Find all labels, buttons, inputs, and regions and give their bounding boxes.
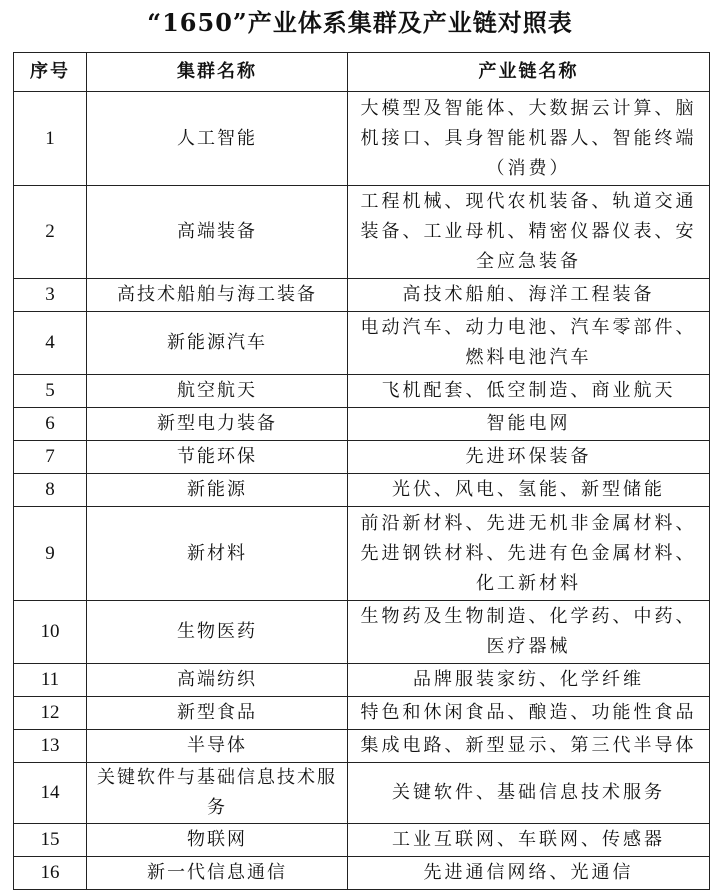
table-row <box>14 664 710 697</box>
table-row <box>14 763 710 824</box>
chain-name-cell: 飞机配套、低空制造、商业航天 <box>348 375 710 408</box>
chain-name-cell: 先进环保装备 <box>348 441 710 474</box>
row-number: 5 <box>14 375 87 408</box>
chain-name-cell: 光伏、风电、氢能、新型储能 <box>348 474 710 507</box>
table-body <box>14 92 710 890</box>
cluster-name-cell: 人工智能 <box>87 92 348 186</box>
header-chain-name: 产业链名称 <box>348 53 710 92</box>
chain-name-cell: 先进通信网络、光通信 <box>348 857 710 890</box>
table-row <box>14 408 710 441</box>
table-row <box>14 697 710 730</box>
chain-name-cell: 大模型及智能体、大数据云计算、脑机接口、具身智能机器人、智能终端（消费） <box>348 92 710 186</box>
row-number: 14 <box>14 763 87 824</box>
chain-name-cell: 工业互联网、车联网、传感器 <box>348 824 710 857</box>
row-number: 15 <box>14 824 87 857</box>
table-row <box>14 857 710 890</box>
cluster-name-cell: 高端装备 <box>87 186 348 279</box>
row-number: 2 <box>14 186 87 279</box>
cluster-name-cell: 节能环保 <box>87 441 348 474</box>
cluster-name-cell: 关键软件与基础信息技术服务 <box>87 763 348 824</box>
row-number: 3 <box>14 279 87 312</box>
chain-name-cell: 品牌服装家纺、化学纤维 <box>348 664 710 697</box>
table-row <box>14 824 710 857</box>
table-row <box>14 601 710 664</box>
row-number: 12 <box>14 697 87 730</box>
cluster-name-cell: 航空航天 <box>87 375 348 408</box>
row-number: 6 <box>14 408 87 441</box>
chain-name-cell: 集成电路、新型显示、第三代半导体 <box>348 730 710 763</box>
table-row <box>14 441 710 474</box>
row-number: 7 <box>14 441 87 474</box>
cluster-name-cell: 新型电力装备 <box>87 408 348 441</box>
cluster-name-cell: 新一代信息通信 <box>87 857 348 890</box>
chain-name-cell: 高技术船舶、海洋工程装备 <box>348 279 710 312</box>
row-number: 13 <box>14 730 87 763</box>
cluster-name-cell: 新能源 <box>87 474 348 507</box>
row-number: 11 <box>14 664 87 697</box>
table-row <box>14 730 710 763</box>
table-row <box>14 279 710 312</box>
cluster-name-cell: 半导体 <box>87 730 348 763</box>
cluster-name-cell: 物联网 <box>87 824 348 857</box>
chain-name-cell: 关键软件、基础信息技术服务 <box>348 763 710 824</box>
cluster-name-cell: 新型食品 <box>87 697 348 730</box>
chain-name-cell: 前沿新材料、先进无机非金属材料、先进钢铁材料、先进有色金属材料、化工新材料 <box>348 507 710 601</box>
row-number: 4 <box>14 312 87 375</box>
table-row <box>14 474 710 507</box>
header-number: 序号 <box>14 53 87 92</box>
table-row <box>14 92 710 186</box>
cluster-name-cell: 高技术船舶与海工装备 <box>87 279 348 312</box>
row-number: 8 <box>14 474 87 507</box>
chain-name-cell: 工程机械、现代农机装备、轨道交通装备、工业母机、精密仪器仪表、安全应急装备 <box>348 186 710 279</box>
cluster-name-cell: 高端纺织 <box>87 664 348 697</box>
table-header-row <box>14 53 710 92</box>
table-row <box>14 312 710 375</box>
row-number: 9 <box>14 507 87 601</box>
table-row <box>14 375 710 408</box>
cluster-name-cell: 新材料 <box>87 507 348 601</box>
header-cluster-name: 集群名称 <box>87 53 348 92</box>
table-row <box>14 186 710 279</box>
row-number: 10 <box>14 601 87 664</box>
cluster-name-cell: 生物医药 <box>87 601 348 664</box>
chain-name-cell: 智能电网 <box>348 408 710 441</box>
cluster-name-cell: 新能源汽车 <box>87 312 348 375</box>
row-number: 1 <box>14 92 87 186</box>
row-number: 16 <box>14 857 87 890</box>
table-row <box>14 507 710 601</box>
page-title: “1650”产业体系集群及产业链对照表 <box>147 8 573 37</box>
industry-table <box>13 52 710 890</box>
chain-name-cell: 电动汽车、动力电池、汽车零部件、燃料电池汽车 <box>348 312 710 375</box>
chain-name-cell: 特色和休闲食品、酿造、功能性食品 <box>348 697 710 730</box>
chain-name-cell: 生物药及生物制造、化学药、中药、医疗器械 <box>348 601 710 664</box>
